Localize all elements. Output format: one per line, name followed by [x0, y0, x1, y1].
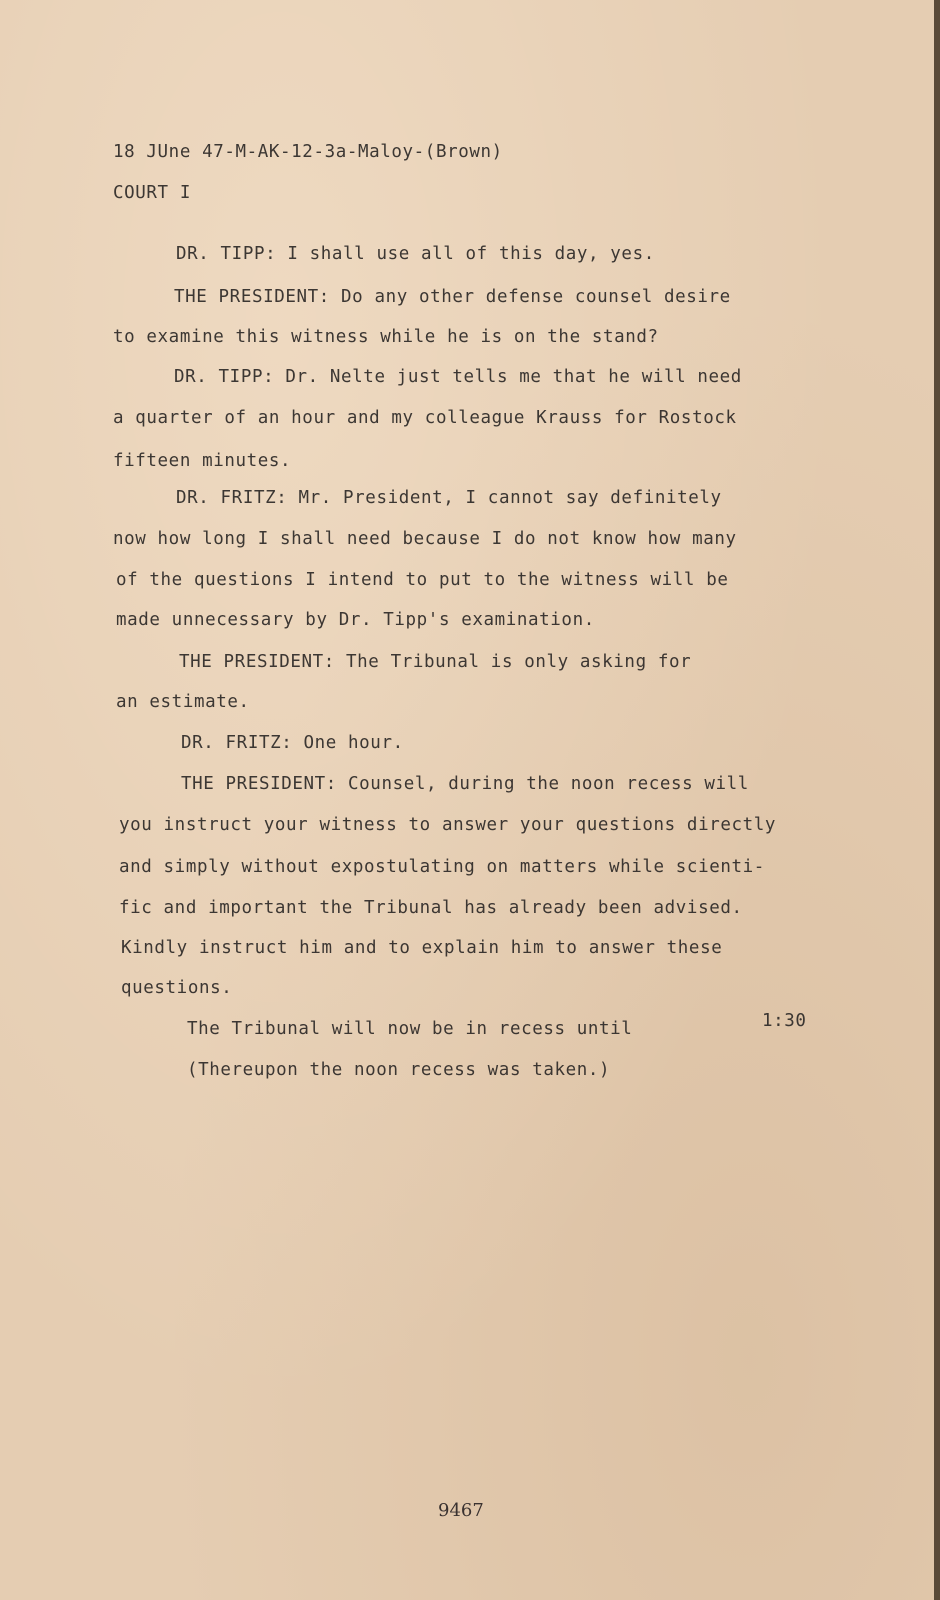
transcript-line: made unnecessary by Dr. Tipp's examination.: [116, 610, 595, 630]
transcript-line: DR. FRITZ: Mr. President, I cannot say definitely: [176, 488, 722, 508]
transcript-line: Kindly instruct him and to explain him to answer these: [121, 938, 723, 958]
transcript-line: DR. TIPP: I shall use all of this day, yes.: [176, 244, 655, 264]
court-label: COURT I: [113, 183, 191, 203]
transcript-line: of the questions I intend to put to the witness will be: [116, 570, 729, 590]
transcript-line: THE PRESIDENT: Counsel, during the noon recess will: [181, 774, 749, 794]
transcript-line: DR. FRITZ: One hour.: [181, 733, 404, 753]
transcript-line: fifteen minutes.: [113, 451, 292, 471]
transcript-line: THE PRESIDENT: The Tribunal is only asking for: [179, 652, 692, 672]
transcript-line: an estimate.: [116, 692, 250, 712]
transcript-line: to examine this witness while he is on the stand?: [113, 327, 659, 347]
transcript-line: you instruct your witness to answer your questions directly: [119, 815, 777, 835]
transcript-line: The Tribunal will now be in recess until: [187, 1019, 633, 1039]
transcript-line: a quarter of an hour and my colleague Krauss for Rostock: [113, 408, 737, 428]
document-reference: 18 JUne 47-M-AK-12-3a-Maloy-(Brown): [113, 142, 503, 162]
recess-time: 1:30: [762, 1011, 807, 1031]
transcript-line: questions.: [121, 978, 233, 998]
transcript-line: fic and important the Tribunal has already been advised.: [119, 898, 743, 918]
transcript-line: and simply without expostulating on matters while scienti-: [119, 857, 765, 877]
transcript-line: (Thereupon the noon recess was taken.): [187, 1060, 611, 1080]
page-number: 9467: [438, 1500, 484, 1521]
transcript-line: now how long I shall need because I do not know how many: [113, 529, 737, 549]
page-edge: [934, 0, 940, 1600]
transcript-line: DR. TIPP: Dr. Nelte just tells me that he will need: [174, 367, 742, 387]
transcript-line: THE PRESIDENT: Do any other defense counsel desire: [174, 287, 731, 307]
